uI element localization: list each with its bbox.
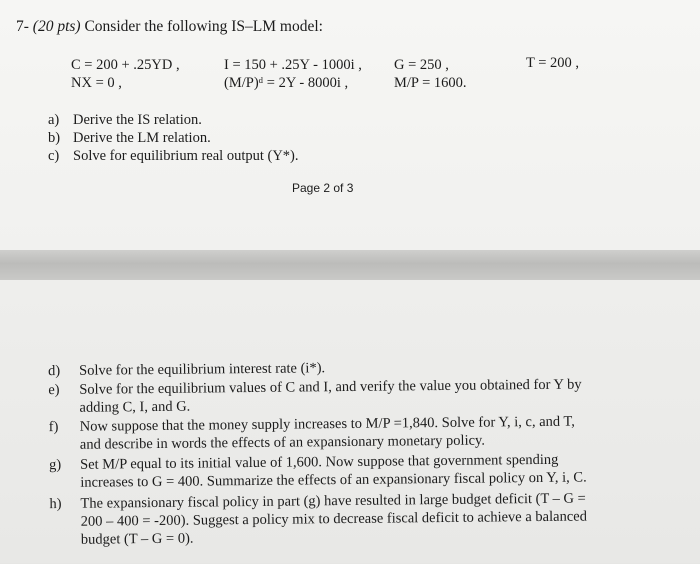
part-e-line-2: adding C, I, and G. xyxy=(79,398,191,416)
part-g-line-2: increases to G = 400. Summarize the effects of an expansionary fiscal policy on Y, i, C. xyxy=(80,469,587,491)
question-number: 7- xyxy=(16,18,29,35)
part-c-text: Solve for equilibrium real output (Y*). xyxy=(73,148,299,164)
part-e-line-1: Solve for the equilibrium values of C and I, and verify the value you obtained for Y by xyxy=(79,376,582,398)
page-indicator: Page 2 of 3 xyxy=(292,181,354,195)
part-a-label: a) xyxy=(48,112,60,128)
part-h-label: h) xyxy=(49,495,62,513)
part-h-line-3: budget (T – G = 0). xyxy=(80,530,194,548)
question-points: (20 pts) xyxy=(32,18,81,35)
part-d-line-1: Solve for the equilibrium interest rate (i*). xyxy=(79,360,326,379)
part-h-line-1: The expansionary fiscal policy in part (g) have resulted in large budget deficit (T – G = xyxy=(80,490,586,512)
equation-investment: I = 150 + .25Y - 1000i , xyxy=(224,57,362,73)
equation-money-demand: (M/P)ᵈ = 2Y - 8000i , xyxy=(224,75,349,91)
part-b-text: Derive the LM relation. xyxy=(73,130,211,146)
part-a-text: Derive the IS relation. xyxy=(73,112,202,128)
question-prompt: Consider the following IS–LM model: xyxy=(84,18,323,35)
part-c-label: c) xyxy=(48,148,60,164)
part-g-label: g) xyxy=(49,456,62,474)
part-h-line-2: 200 – 400 = -200). Suggest a policy mix to decrease fiscal deficit to achieve a balanced xyxy=(80,508,588,530)
equation-taxes: T = 200 , xyxy=(526,55,580,71)
part-g-line-1: Set M/P equal to its initial value of 1,600. Now suppose that government spending xyxy=(80,451,559,473)
equation-net-exports: NX = 0 , xyxy=(71,75,122,91)
equation-money-supply: M/P = 1600. xyxy=(394,75,467,91)
part-d-label: d) xyxy=(48,362,61,380)
equation-government: G = 250 , xyxy=(394,57,449,73)
part-b-label: b) xyxy=(48,130,61,146)
part-f-label: f) xyxy=(48,419,59,436)
equation-consumption: C = 200 + .25YD , xyxy=(71,57,180,73)
part-f-line-2: and describe in words the effects of an expansionary monetary policy. xyxy=(79,432,486,453)
part-f-line-1: Now suppose that the money supply increases to M/P =1,840. Solve for Y, i, c, and T, xyxy=(79,413,575,435)
part-e-label: e) xyxy=(48,382,60,399)
